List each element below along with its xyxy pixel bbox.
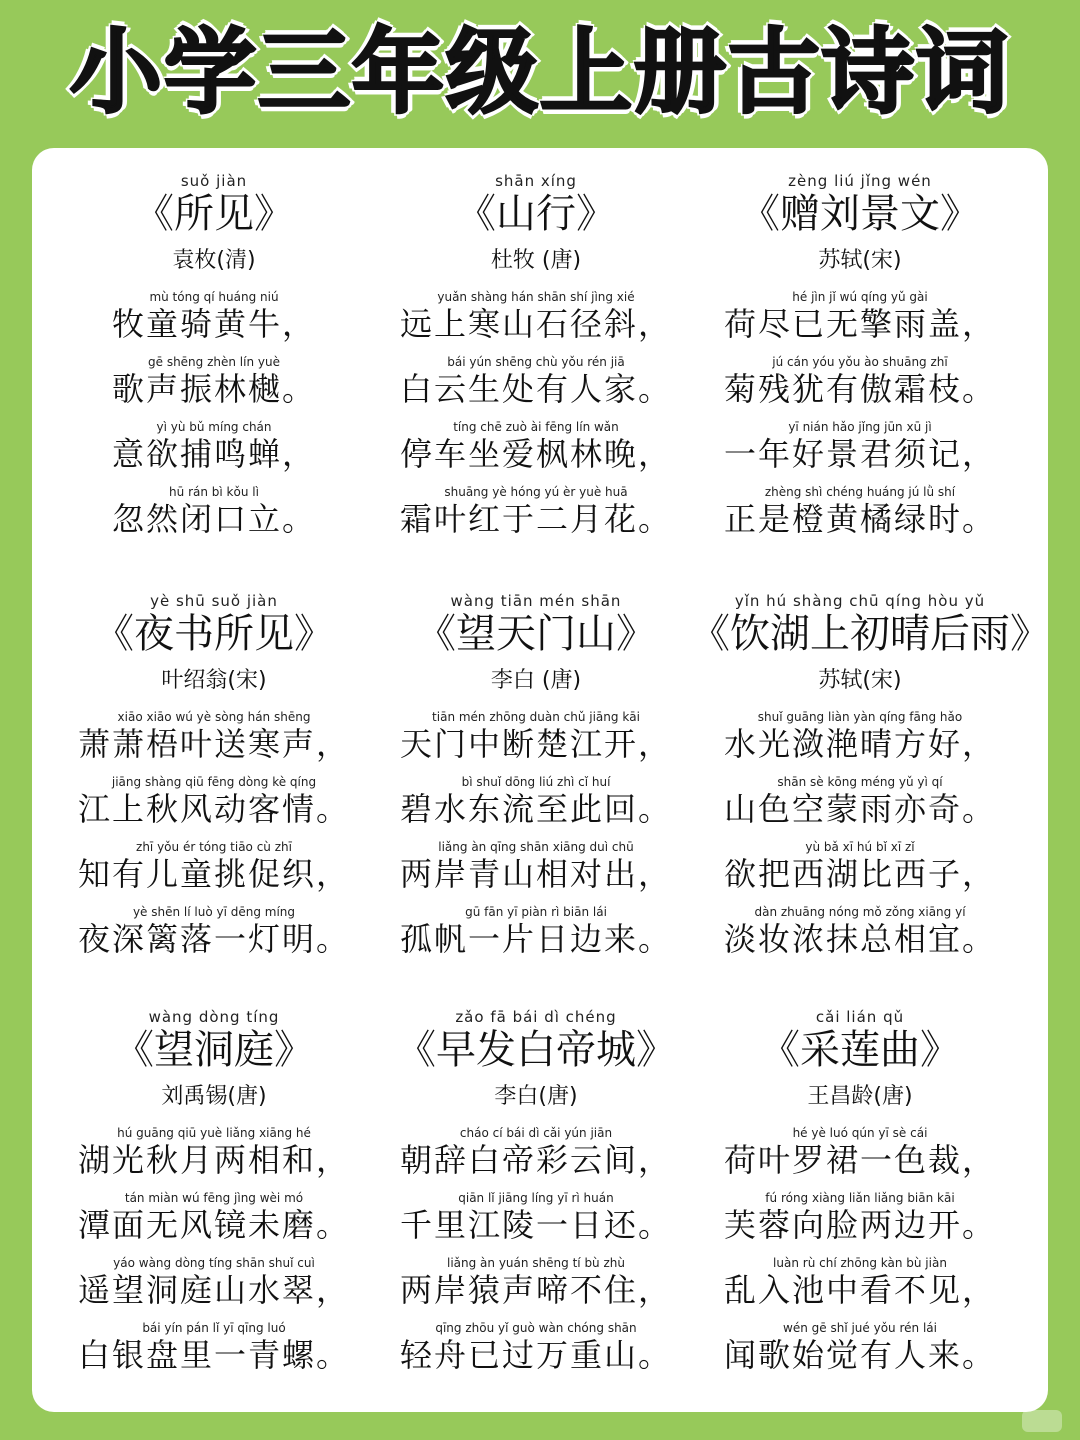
poem-block <box>44 1008 384 1382</box>
poem-line <box>690 1187 1030 1252</box>
poem-line-text: 潭面无风镜未磨。 <box>77 1206 350 1244</box>
poem-line-pinyin: gū fān yī piàn rì biān lái <box>465 905 607 919</box>
poem-title: 《望洞庭》 <box>114 1027 314 1073</box>
poem-line-text: 江上秋风动客情。 <box>77 790 350 828</box>
poem-line-text: 白云生处有人家。 <box>399 370 672 408</box>
poem-line <box>690 771 1030 836</box>
poem-block <box>690 172 1030 546</box>
poem-line <box>44 836 384 901</box>
poem-line-text: 歌声振林樾。 <box>111 370 316 408</box>
poem-line <box>44 481 384 546</box>
poem-line-text: 白银盘里一青螺。 <box>77 1336 350 1374</box>
poem-line-text: 远上寒山石径斜， <box>399 305 672 343</box>
poem-line <box>690 1252 1030 1317</box>
poem-line <box>44 1122 384 1187</box>
poem-title-pinyin: zèng liú jǐng wén <box>788 172 932 190</box>
poem-line-pinyin: fú róng xiàng liǎn liǎng biān kāi <box>765 1191 955 1205</box>
poem-line <box>690 351 1030 416</box>
poem-line <box>690 416 1030 481</box>
poem-line <box>366 416 706 481</box>
poem-author: 叶绍翁(宋) <box>161 668 267 693</box>
poem-author: 苏轼(宋) <box>818 248 902 273</box>
poem-line-text: 萧萧梧叶送寒声， <box>77 725 350 763</box>
poem-line-pinyin: hé jìn jǐ wú qíng yǔ gài <box>792 290 928 304</box>
poem-title-pinyin: wàng dòng tíng <box>148 1008 280 1026</box>
poem-line <box>44 706 384 771</box>
poem-author: 李白 (唐) <box>490 668 582 693</box>
poem-author: 袁枚(清) <box>172 248 256 273</box>
poem-line <box>690 706 1030 771</box>
poem-line-pinyin: luàn rù chí zhōng kàn bù jiàn <box>773 1256 947 1270</box>
poem-author: 刘禹锡(唐) <box>161 1084 267 1109</box>
poem-block <box>366 1008 706 1382</box>
poem-line <box>44 1187 384 1252</box>
poem-title-pinyin: wàng tiān mén shān <box>450 592 622 610</box>
poem-line <box>690 1122 1030 1187</box>
poem-block <box>366 172 706 546</box>
poem-author: 杜牧 (唐) <box>490 248 582 273</box>
poem-line-pinyin: shuǐ guāng liàn yàn qíng fāng hǎo <box>757 710 963 724</box>
poem-line-pinyin: yì yù bǔ míng chán <box>156 420 272 434</box>
poem-line-text: 一年好景君须记， <box>723 435 996 473</box>
poem-line-text: 欲把西湖比西子， <box>723 855 996 893</box>
poem-title-pinyin: zǎo fā bái dì chéng <box>455 1008 617 1026</box>
poem-line <box>366 351 706 416</box>
poem-line-pinyin: tiān mén zhōng duàn chǔ jiāng kāi <box>432 710 640 724</box>
poem-line <box>366 1317 706 1382</box>
poem-line <box>44 416 384 481</box>
poem-line-text: 意欲捕鸣蝉， <box>111 435 316 473</box>
poem-line-pinyin: liǎng àn yuán shēng tí bù zhù <box>447 1256 625 1270</box>
poem-line <box>44 351 384 416</box>
poem-line-pinyin: zhī yǒu ér tóng tiāo cù zhī <box>136 840 292 854</box>
poem-line-text: 千里江陵一日还。 <box>399 1206 672 1244</box>
poem-line-text: 闻歌始觉有人来。 <box>723 1336 996 1374</box>
poem-line-pinyin: jiāng shàng qiū fēng dòng kè qíng <box>111 775 317 789</box>
poem-title-pinyin: suǒ jiàn <box>180 172 248 190</box>
poem-line-pinyin: yù bǎ xī hú bǐ xī zǐ <box>805 840 915 854</box>
poem-line-text: 正是橙黄橘绿时。 <box>723 500 996 538</box>
poem-line <box>366 481 706 546</box>
poem-title: 《赠刘景文》 <box>740 191 980 237</box>
poem-line <box>44 771 384 836</box>
poem-title: 《所见》 <box>134 191 294 237</box>
poem-line-pinyin: liǎng àn qīng shān xiāng duì chū <box>438 840 634 854</box>
poem-line-pinyin: tíng chē zuò ài fēng lín wǎn <box>453 420 619 434</box>
poem-line-pinyin: bái yín pán lǐ yī qīng luó <box>142 1321 286 1335</box>
poem-line-pinyin: xiāo xiāo wú yè sòng hán shēng <box>117 710 311 724</box>
poem-line-text: 两岸青山相对出， <box>399 855 672 893</box>
poem-line <box>366 1122 706 1187</box>
poem-title-pinyin: yǐn hú shàng chū qíng hòu yǔ <box>734 592 986 610</box>
poem-line <box>366 286 706 351</box>
poem-line-pinyin: qīng zhōu yǐ guò wàn chóng shān <box>435 1321 637 1335</box>
poem-line-text: 淡妆浓抹总相宜。 <box>723 920 996 958</box>
poem-line <box>44 1317 384 1382</box>
poem-block <box>690 592 1050 966</box>
poem-line-text: 霜叶红于二月花。 <box>399 500 672 538</box>
poem-block <box>366 592 706 966</box>
poem-line <box>690 901 1030 966</box>
poem-line-pinyin: mù tóng qí huáng niú <box>149 290 279 304</box>
poem-line-text: 菊残犹有傲霜枝。 <box>723 370 996 408</box>
poem-line-pinyin: jú cán yóu yǒu ào shuāng zhī <box>772 355 948 369</box>
poem-line <box>44 286 384 351</box>
poem-line-text: 两岸猿声啼不住， <box>399 1271 672 1309</box>
poem-line-pinyin: hū rán bì kǒu lì <box>169 485 259 499</box>
poem-line <box>690 481 1030 546</box>
poem-line-pinyin: hé yè luó qún yī sè cái <box>792 1126 928 1140</box>
poem-line-text: 芙蓉向脸两边开。 <box>723 1206 996 1244</box>
poem-line-text: 忽然闭口立。 <box>111 500 316 538</box>
poem-line-text: 水光潋滟晴方好， <box>723 725 996 763</box>
poem-line <box>690 286 1030 351</box>
poem-line-text: 朝辞白帝彩云间， <box>399 1141 672 1179</box>
poem-line <box>366 1252 706 1317</box>
poem-line-text: 荷叶罗裙一色裁， <box>723 1141 996 1179</box>
poem-line-pinyin: gē shēng zhèn lín yuè <box>148 355 280 369</box>
poem-line <box>366 836 706 901</box>
poem-line-text: 夜深篱落一灯明。 <box>77 920 350 958</box>
poem-line-pinyin: shān sè kōng méng yǔ yì qí <box>777 775 943 789</box>
poem-line-pinyin: cháo cí bái dì cǎi yún jiān <box>459 1126 613 1140</box>
poem-author: 王昌龄(唐) <box>807 1084 913 1109</box>
poem-line-pinyin: yáo wàng dòng tíng shān shuǐ cuì <box>113 1256 315 1270</box>
poem-line-text: 山色空蒙雨亦奇。 <box>723 790 996 828</box>
poem-line-text: 天门中断楚江开， <box>399 725 672 763</box>
poem-line-pinyin: hú guāng qiū yuè liǎng xiāng hé <box>117 1126 311 1140</box>
poem-line-pinyin: yī nián hǎo jǐng jūn xū jì <box>788 420 932 434</box>
poem-title: 《采莲曲》 <box>760 1027 960 1073</box>
poem-title: 《夜书所见》 <box>94 611 334 657</box>
poem-line-pinyin: bì shuǐ dōng liú zhì cǐ huí <box>461 775 611 789</box>
poem-block <box>690 1008 1030 1382</box>
poem-line <box>690 1317 1030 1382</box>
poem-author: 苏轼(宋) <box>818 668 902 693</box>
poem-title: 《望天门山》 <box>416 611 656 657</box>
poem-line <box>44 1252 384 1317</box>
poem-line-text: 停车坐爱枫林晚， <box>399 435 672 473</box>
poem-line-text: 碧水东流至此回。 <box>399 790 672 828</box>
poem-title: 《山行》 <box>456 191 616 237</box>
poem-line-pinyin: yuǎn shàng hán shān shí jìng xié <box>437 290 635 304</box>
poem-line-pinyin: zhèng shì chéng huáng jú lǜ shí <box>764 485 956 499</box>
poem-line <box>366 1187 706 1252</box>
poem-line-pinyin: tán miàn wú fēng jìng wèi mó <box>124 1191 304 1205</box>
poem-line-pinyin: qiān lǐ jiāng líng yī rì huán <box>458 1191 614 1205</box>
poem-title-pinyin: shān xíng <box>495 172 577 190</box>
poem-title-pinyin: cǎi lián qǔ <box>815 1008 905 1026</box>
poem-block <box>44 172 384 546</box>
page-title: 小学三年级上册古诗词 <box>69 19 1010 126</box>
poem-line-text: 乱入池中看不见， <box>723 1271 996 1309</box>
poem-line-text: 湖光秋月两相和， <box>77 1141 350 1179</box>
poem-block <box>44 592 384 966</box>
poem-line-text: 遥望洞庭山水翠， <box>77 1271 350 1309</box>
watermark <box>1022 1410 1062 1432</box>
poem-author: 李白(唐) <box>494 1084 578 1109</box>
poem-line-text: 荷尽已无擎雨盖， <box>723 305 996 343</box>
poem-line <box>366 901 706 966</box>
poem-line-text: 知有儿童挑促织， <box>77 855 350 893</box>
poem-line-pinyin: bái yún shēng chù yǒu rén jiā <box>447 355 625 369</box>
poem-line-text: 牧童骑黄牛， <box>111 305 316 343</box>
poem-line-pinyin: dàn zhuāng nóng mǒ zǒng xiāng yí <box>754 905 966 919</box>
poem-line <box>366 771 706 836</box>
poem-line-pinyin: shuāng yè hóng yú èr yuè huā <box>444 485 628 499</box>
poem-line <box>366 706 706 771</box>
poem-title: 《饮湖上初晴后雨》 <box>690 611 1050 657</box>
poem-line-pinyin: wén gē shǐ jué yǒu rén lái <box>783 1321 937 1335</box>
poem-line-text: 轻舟已过万重山。 <box>399 1336 672 1374</box>
poem-line <box>690 836 1030 901</box>
poem-line-pinyin: yè shēn lí luò yī dēng míng <box>132 905 296 919</box>
poem-title-pinyin: yè shū suǒ jiàn <box>150 592 278 610</box>
poem-line-text: 孤帆一片日边来。 <box>399 920 672 958</box>
poem-title: 《早发白帝城》 <box>396 1027 676 1073</box>
poem-line <box>44 901 384 966</box>
